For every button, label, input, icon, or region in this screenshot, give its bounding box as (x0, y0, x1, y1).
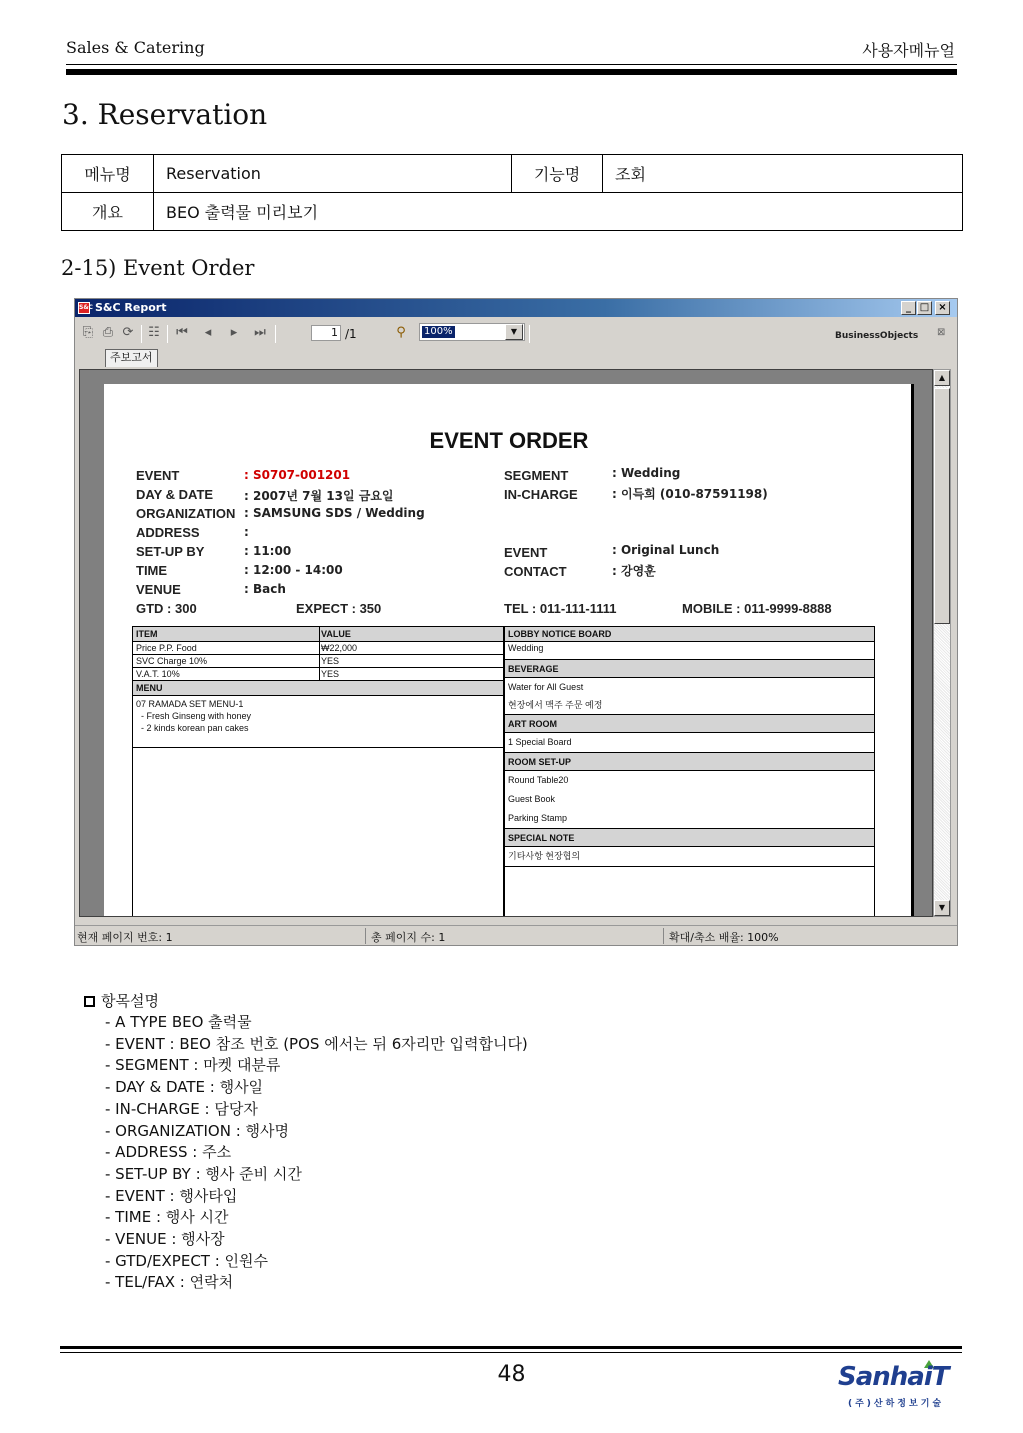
list-item: - EVENT : BEO 참조 번호 (POS 에서는 뒤 6자리만 입력합니다) (105, 1034, 528, 1053)
column-divider (319, 627, 320, 680)
header-rule (66, 64, 957, 65)
beverage-line: 현장에서 맥주 주문 예정 (508, 700, 603, 710)
section-title: 3. Reservation (62, 98, 268, 131)
title-bar (75, 299, 957, 317)
zoom-value: 100% (424, 326, 453, 337)
report-viewer (79, 369, 933, 917)
header-left-title: Sales & Catering (66, 38, 205, 57)
field-label: SEGMENT (504, 468, 569, 483)
toolbar-separator (275, 325, 276, 343)
description-heading (84, 990, 159, 1011)
field-label: IN-CHARGE (504, 487, 578, 502)
description-heading-text: 항목설명 (101, 992, 159, 1010)
col-value-header: VALUE (321, 629, 351, 639)
field-label: ORGANIZATION (136, 506, 236, 521)
company-logo: SanhaiT (838, 1362, 949, 1392)
value-cell: YES (321, 656, 340, 666)
app-icon: S&C (78, 302, 90, 314)
room-setup-body (505, 771, 874, 829)
info-table (61, 154, 963, 231)
beverage-line: Water for All Guest (508, 682, 584, 692)
scroll-up-icon[interactable]: ▲ (934, 370, 950, 386)
export-icon[interactable]: ⎘ (82, 325, 94, 340)
menu-line: - 2 kinds korean pan cakes (136, 723, 249, 733)
list-item: - ADDRESS : 주소 (105, 1143, 232, 1162)
event-code: : S0707-001201 (244, 468, 351, 482)
tab-main-report[interactable]: 주보고서 (105, 349, 158, 367)
value-cell: YES (321, 669, 340, 679)
report-page (104, 384, 914, 917)
refresh-icon[interactable]: ⟳ (122, 325, 134, 340)
toolbar-separator (167, 325, 168, 343)
list-item: - TIME : 행사 시간 (105, 1208, 229, 1227)
list-item: - SET-UP BY : 행사 준비 시간 (105, 1164, 302, 1183)
window-title: S&C Report (95, 301, 167, 314)
field-value: : 11:00 (244, 544, 292, 558)
status-zoom: 확대/축소 배율: 100% (669, 931, 779, 944)
grid-header-row (133, 627, 503, 642)
special-note-value: 기타사항 현장협의 (505, 847, 874, 867)
field-label: VENUE (136, 582, 181, 597)
field-value: : Wedding (612, 466, 681, 480)
company-logo-subtitle: (주)산하정보기술 (848, 1399, 945, 1409)
field-value: : (244, 525, 249, 539)
field-label: EVENT (136, 468, 180, 483)
list-item: - ORGANIZATION : 행사명 (105, 1121, 289, 1140)
header-rule-thick (66, 69, 957, 75)
item-cell: SVC Charge 10% (136, 656, 208, 666)
prev-page-icon[interactable]: ◂ (204, 325, 212, 340)
page-number: 48 (497, 1362, 526, 1387)
menu-line: - Fresh Ginseng with honey (136, 711, 252, 721)
left-fields (136, 468, 516, 620)
group-tree-icon[interactable]: ☷ (148, 325, 160, 340)
maximize-button[interactable]: □ (917, 301, 932, 315)
print-icon[interactable]: ⎙ (102, 325, 114, 340)
list-item: - SEGMENT : 마켓 대분류 (105, 1056, 281, 1075)
value-cell: ₩22,000 (321, 643, 358, 653)
col-item-header: ITEM (136, 629, 158, 639)
field-label: DAY & DATE (136, 487, 214, 502)
footer-rule-thick (60, 1346, 962, 1349)
field-value: : SAMSUNG SDS / Wedding (244, 506, 425, 520)
field-value: : Original Lunch (612, 543, 720, 557)
field-value: : 2007년 7월 13일 금요일 (244, 489, 394, 503)
page-number-input[interactable]: 1 (311, 325, 341, 341)
table-row (133, 655, 503, 668)
list-item: - GTD/EXPECT : 인원수 (105, 1251, 269, 1270)
list-item: - DAY & DATE : 행사일 (105, 1078, 264, 1097)
art-room-header: ART ROOM (505, 715, 874, 733)
next-page-icon[interactable]: ▸ (230, 325, 238, 340)
toolbar-separator (529, 325, 530, 343)
notice-grid (504, 626, 875, 917)
summary-label: 개요 (62, 193, 154, 231)
checkbox-icon (84, 996, 95, 1007)
menu-header: MENU (133, 681, 503, 696)
scroll-down-icon[interactable]: ▼ (934, 900, 950, 916)
list-item: - TEL/FAX : 연락처 (105, 1273, 234, 1292)
close-button[interactable]: × (935, 301, 950, 315)
businessobjects-logo: BusinessObjects (835, 331, 919, 341)
status-divider (663, 928, 664, 944)
item-cell: Price P.P. Food (136, 643, 197, 653)
field-label: TIME (136, 563, 168, 578)
description-list (105, 1012, 528, 1294)
table-row (133, 668, 503, 681)
menu-label: 메뉴명 (62, 155, 154, 193)
last-page-icon[interactable]: ⏭ (254, 325, 266, 340)
list-item: - A TYPE BEO 출력물 (105, 1013, 252, 1031)
menu-value: Reservation (154, 155, 512, 193)
room-setup-header: ROOM SET-UP (505, 753, 874, 771)
art-room-value: 1 Special Board (505, 733, 874, 753)
func-label: 기능명 (512, 155, 603, 193)
status-page: 현재 페이지 번호: 1 (77, 931, 173, 944)
tel-number: TEL : 011-111-1111 (504, 601, 617, 616)
scroll-thumb[interactable] (934, 388, 950, 624)
first-page-icon[interactable]: ⏮ (176, 325, 188, 340)
status-total: 총 페이지 수: 1 (371, 931, 446, 944)
event-order-title: EVENT ORDER (429, 428, 589, 453)
menu-line: 07 RAMADA SET MENU-1 (136, 699, 244, 709)
menu-body (133, 696, 503, 748)
zoom-dropdown-arrow-icon[interactable]: ▼ (505, 324, 523, 340)
setup-line: Parking Stamp (508, 813, 568, 823)
summary-value: BEO 출력물 미리보기 (154, 193, 963, 231)
status-bar (75, 925, 957, 945)
gtd-count: GTD : 300 (136, 601, 197, 616)
lobby-header: LOBBY NOTICE BOARD (505, 627, 874, 642)
status-divider (365, 928, 366, 944)
minimize-button[interactable]: _ (901, 301, 916, 315)
mobile-number: MOBILE : 011-9999-8888 (682, 601, 832, 616)
field-label: SET-UP BY (136, 544, 205, 559)
field-value: : 12:00 - 14:00 (244, 563, 343, 577)
beverage-body (505, 678, 874, 715)
subsection-title: 2-15) Event Order (61, 256, 255, 280)
list-item: - EVENT : 행사타입 (105, 1186, 238, 1205)
toolbar-separator (141, 325, 142, 343)
list-item: - IN-CHARGE : 담당자 (105, 1099, 258, 1118)
item-grid (132, 626, 504, 917)
beverage-header: BEVERAGE (505, 660, 874, 678)
field-value: : 강영훈 (612, 564, 656, 578)
table-row (133, 642, 503, 655)
field-value: : 이득희 (010-87591198) (612, 487, 768, 501)
setup-line: Round Table20 (508, 775, 569, 785)
expect-count: EXPECT : 350 (296, 601, 382, 616)
field-label: ADDRESS (136, 525, 200, 540)
item-cell: V.A.T. 10% (136, 669, 180, 679)
footer-rule (60, 1352, 962, 1353)
close-tab-icon[interactable]: ⊠ (937, 327, 946, 338)
field-label: CONTACT (504, 564, 567, 579)
report-window (74, 298, 958, 946)
list-item: - VENUE : 행사장 (105, 1230, 225, 1249)
func-value: 조회 (603, 155, 963, 193)
vertical-scrollbar[interactable] (933, 369, 951, 917)
lobby-value: Wedding (505, 642, 874, 660)
page-total: /1 (345, 327, 357, 341)
special-note-header: SPECIAL NOTE (505, 829, 874, 847)
field-label: EVENT (504, 545, 548, 560)
setup-line: Guest Book (508, 794, 556, 804)
field-value: : Bach (244, 582, 286, 596)
right-fields (504, 468, 904, 628)
search-icon[interactable]: ⚲ (396, 325, 406, 340)
header-right-title: 사용자메뉴얼 (862, 41, 955, 60)
